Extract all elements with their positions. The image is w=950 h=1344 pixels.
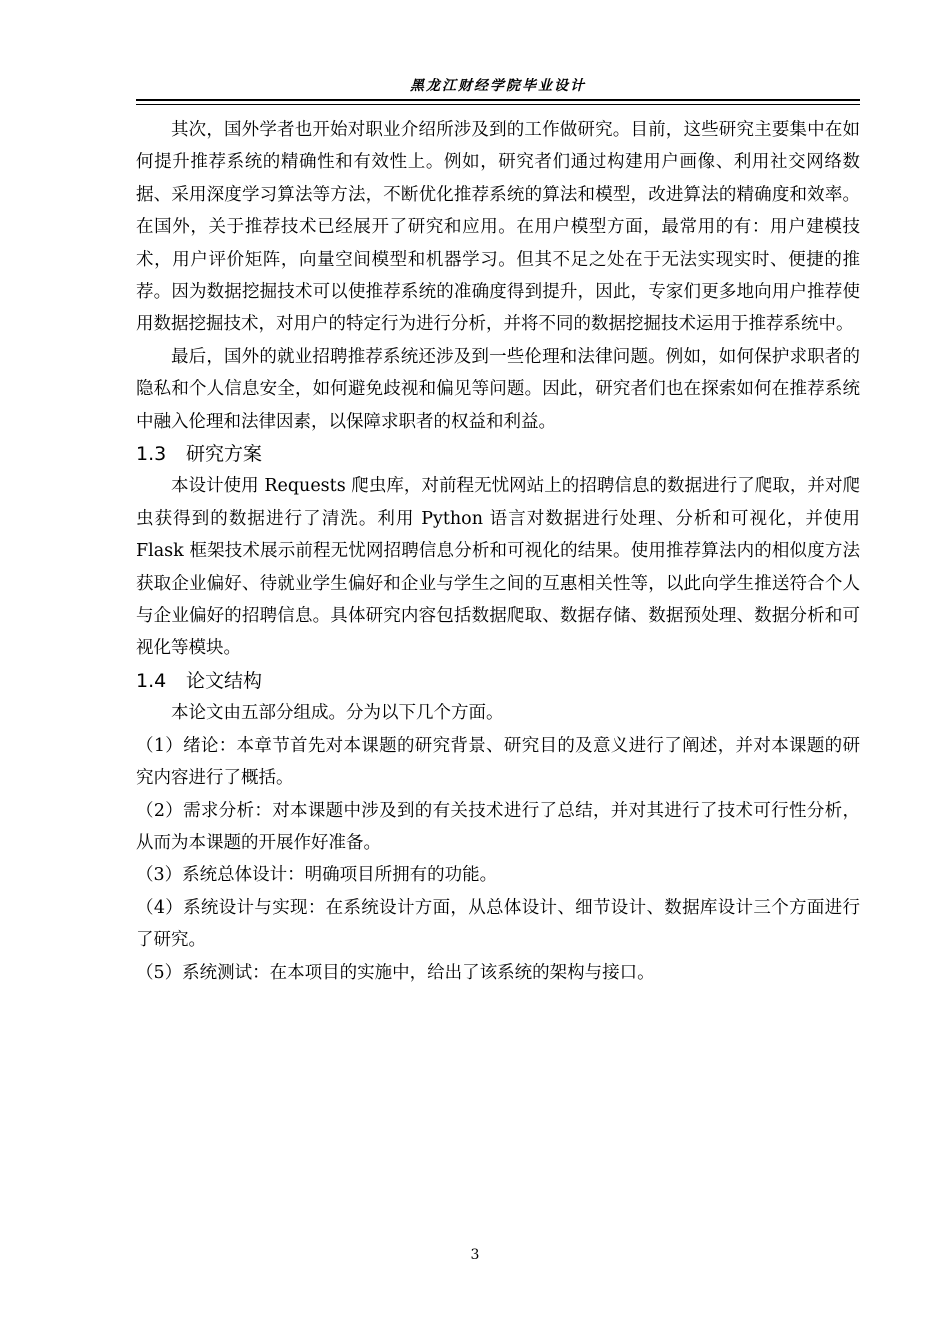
list-item: （1）绪论：本章节首先对本课题的研究背景、研究目的及意义进行了阐述，并对本课题的研究内容进行了概括。 <box>136 735 860 789</box>
paragraph-thesis-structure: 本论文由五部分组成。分为以下几个方面。 <box>171 703 504 724</box>
list-item: （5）系统测试：在本项目的实施中，给出了该系统的架构与接口。 <box>136 962 655 983</box>
header-rule-thin <box>136 104 860 105</box>
section-number: 1.3 <box>136 443 167 466</box>
section-heading-1-4 <box>136 665 860 697</box>
section-number: 1.4 <box>136 669 167 692</box>
section-title: 论文结构 <box>186 669 263 692</box>
list-item: （2）需求分析：对本课题中涉及到的有关技术进行了总结，并对其进行了技术可行性分析，从而为本课题的开展作好准备。 <box>136 800 860 853</box>
paragraph-research-plan: 本设计使用 Requests 爬虫库，对前程无忧网站上的招聘信息的数据进行了爬取，并对爬虫获得到的数据进行了清洗。利用 Python 语言对数据进行处理、分析和可视化，并使用 Flask 框架技术展示前程无忧网招聘信息分析和可视化的结果。使用推荐算法内的相似度方法获取企业偏好、待就业学生偏好和企业与学生之间的互惠相关性等，以此向学生推送符合个人与企业偏好的招聘信息。具体研究内容包括数据爬取、数据存储、数据预处理、数据分析和可视化等模块。 <box>136 476 860 659</box>
header-rule-thick <box>136 99 860 101</box>
page-body <box>136 114 860 989</box>
section-heading-1-3 <box>136 438 860 470</box>
list-item: （4）系统设计与实现：在系统设计方面，从总体设计、细节设计、数据库设计三个方面进行了研究。 <box>136 897 860 951</box>
list-item: （3）系统总体设计：明确项目所拥有的功能。 <box>136 865 498 886</box>
running-header-title: 黑龙江财经学院毕业设计 <box>410 78 586 94</box>
paragraph-ethics-legal: 最后，国外的就业招聘推荐系统还涉及到一些伦理和法律问题。例如，如何保护求职者的隐私和个人信息安全，如何避免歧视和偏见等问题。因此，研究者们也在探索如何在推荐系统中融入伦理和法律因素，以保障求职者的权益和利益。 <box>136 346 860 432</box>
page-number: 3 <box>470 1247 480 1263</box>
section-title: 研究方案 <box>186 443 263 466</box>
paragraph-foreign-research: 其次，国外学者也开始对职业介绍所涉及到的工作做研究。目前，这些研究主要集中在如何提升推荐系统的精确性和有效性上。例如，研究者们通过构建用户画像、利用社交网络数据、采用深度学习算法等方法，不断优化推荐系统的算法和模型，改进算法的精确度和效率。在国外，关于推荐技术已经展开了研究和应用。在用户模型方面，最常用的有：用户建模技术，用户评价矩阵，向量空间模型和机器学习。但其不足之处在于无法实现实时、便捷的推荐。因为数据挖掘技术可以使推荐系统的准确度得到提升，因此，专家们更多地向用户推荐使用数据挖掘技术，对用户的特定行为进行分析，并将不同的数据挖掘技术运用于推荐系统中。 <box>136 120 860 335</box>
